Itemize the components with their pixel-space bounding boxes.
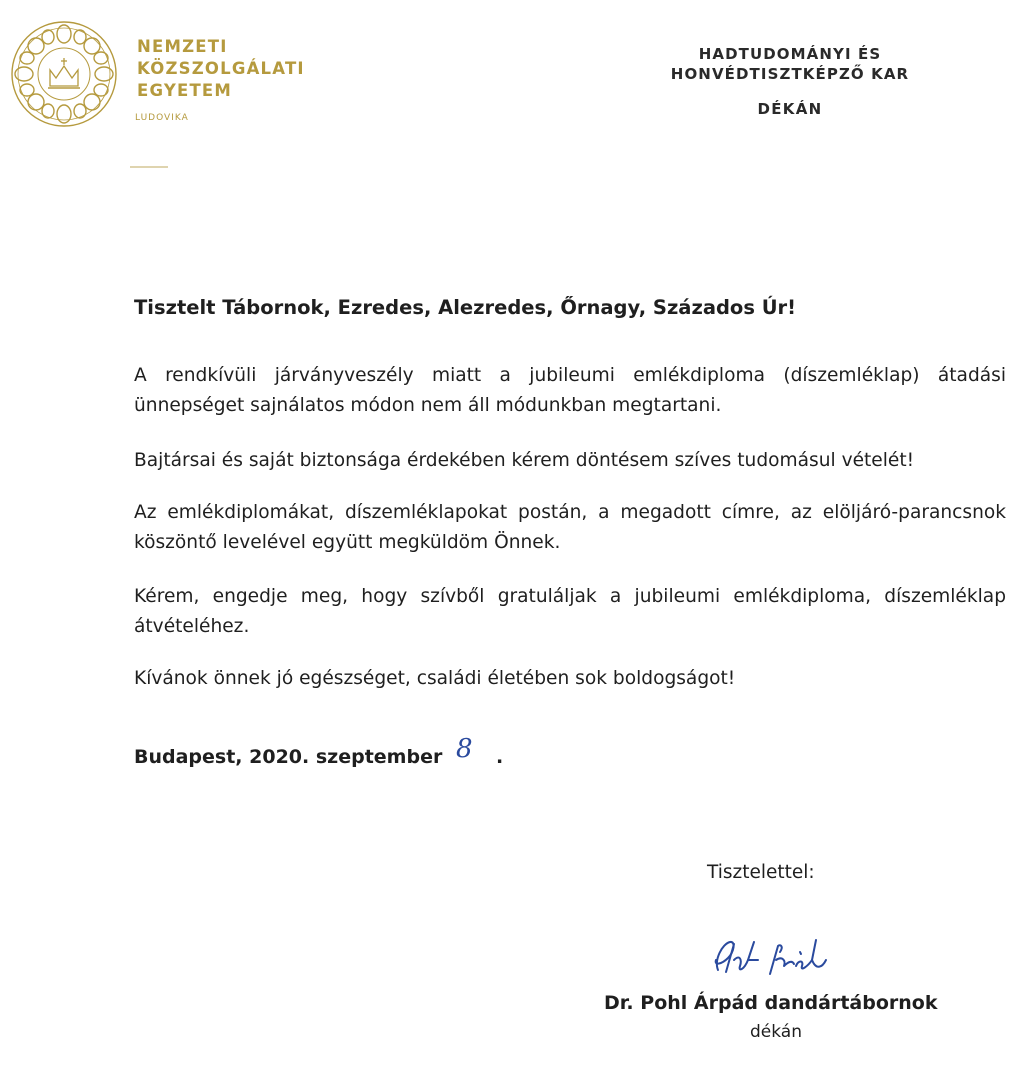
date-suffix: .	[496, 746, 504, 768]
paragraph-5: Kívánok önnek jó egészséget, családi életében sok boldogságot!	[134, 668, 736, 689]
university-name-line-2: KÖZSZOLGÁLATI	[137, 59, 305, 78]
university-name	[137, 36, 305, 102]
faculty-name	[640, 44, 940, 84]
faculty-name-line-2: HONVÉDTISZTKÉPZŐ KAR	[670, 65, 910, 83]
date-day-handwritten: 8	[456, 734, 473, 764]
university-name-line-3: EGYETEM	[137, 81, 233, 100]
decorative-divider	[130, 166, 168, 168]
paragraph-3: Az emlékdiplomákat, díszemléklapokat postán, a megadott címre, az elöljáró-parancsnok köszöntő levelével együtt megküldöm Önnek.	[134, 502, 1006, 553]
date-place: Budapest, 2020. szeptember	[134, 746, 443, 768]
faculty-name-line-1: HADTUDOMÁNYI ÉS	[698, 45, 882, 63]
handwritten-signature	[700, 930, 850, 990]
closing-phrase: Tisztelettel:	[707, 862, 815, 883]
university-name-line-1: NEMZETI	[137, 37, 228, 56]
office-title: DÉKÁN	[757, 100, 823, 118]
signer-role: dékán	[750, 1022, 802, 1042]
signer-name: Dr. Pohl Árpád dandártábornok	[604, 992, 938, 1014]
university-emblem-icon	[8, 18, 120, 130]
salutation: Tisztelt Tábornok, Ezredes, Alezredes, Őrnagy, Százados Úr!	[134, 296, 797, 319]
paragraph-4: Kérem, engedje meg, hogy szívből gratuláljak a jubileumi emlékdiploma, díszemléklap átvételéhez.	[134, 586, 1006, 637]
paragraph-2: Bajtársai és saját biztonsága érdekében kérem döntésem szíves tudomásul vételét!	[134, 450, 915, 471]
university-subtitle: LUDOVIKA	[135, 113, 189, 123]
paragraph-1: A rendkívüli járványveszély miatt a jubileumi emlékdiploma (díszemléklap) átadási ünnepséget sajnálatos módon nem áll módunkban megtartani.	[134, 365, 1006, 416]
